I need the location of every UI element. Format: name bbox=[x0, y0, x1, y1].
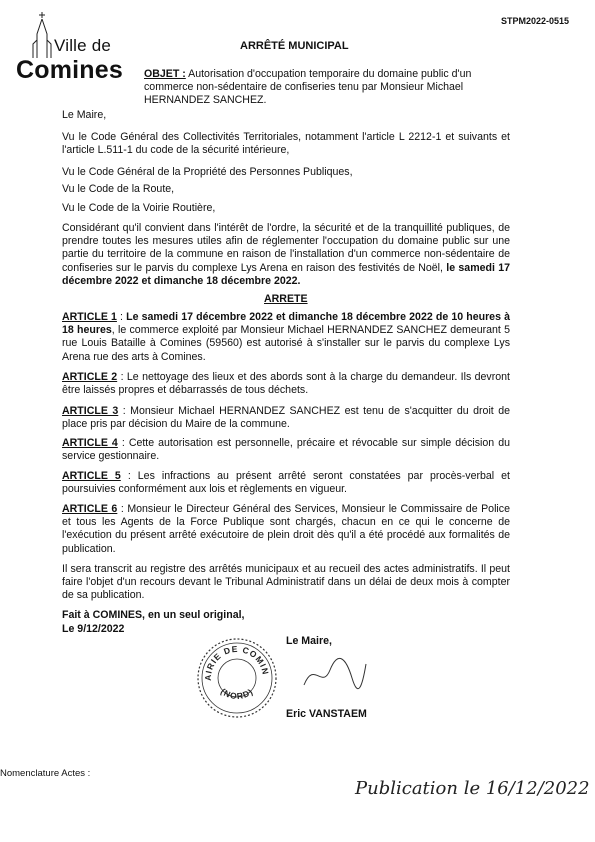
logo-line1: Ville de bbox=[54, 36, 112, 55]
article-text: Les infractions au présent arrêté seront constatées par procès-verbal et poursuivies conformément aux lois et règlements en vigueur. bbox=[62, 470, 510, 496]
nomenclature-label: Nomenclature Actes : bbox=[0, 768, 91, 779]
article-text: Monsieur le Directeur Général des Services, Monsieur le Commissaire de Police et tous les Agents de la Force Publique sont chargés, chacun en ce qui le concerne de l'exécution du présent arrêté exécutoire de plein droit dès qu'il a été procédé aux formalités de publication. bbox=[62, 503, 510, 555]
objet-label: OBJET : bbox=[144, 68, 186, 80]
article-text: Cette autorisation est personnelle, précaire et révocable sur simple décision du service gestionnaire. bbox=[62, 437, 510, 463]
article-1: ARTICLE 1 : Le samedi 17 décembre 2022 et dimanche 18 décembre 2022 de 10 heures à 18 heures, le commerce exploité par Monsieur Michael HERNANDEZ SANCHEZ demeurant 5 rue Louis Bataille à Comines (59560) est autorisé à s'installer sur le parvis du complexe Lys Arena rue des arts à Comines. bbox=[62, 311, 511, 363]
signature-scribble bbox=[300, 650, 370, 695]
objet bbox=[144, 68, 484, 108]
seal-top-text: AIRIE DE COMIN bbox=[202, 643, 271, 681]
document-type: ARRÊTÉ MUNICIPAL bbox=[240, 40, 349, 52]
considerant-text: Considérant qu'il convient dans l'intérêt de l'ordre, la sécurité et de la tranquillité publiques, de prendre toutes les mesures utiles afin de réglementer l'occupation du domaine public sur une partie du territoire de la commune en raison de l'installation d'un commerce non-sédentaire de confiseries sur le parvis du complexe Lys Arena en raison des festivités de Noël, bbox=[62, 222, 510, 274]
article-3: ARTICLE 3 : Monsieur Michael HERNANDEZ SANCHEZ est tenu de s'acquitter du droit de place pris par décision du Maire de la commune. bbox=[62, 405, 510, 431]
objet-text: Autorisation d'occupation temporaire du domaine public d'un commerce non-sédentaire de confiseries tenu par Monsieur Michael HERNANDEZ SANCHEZ. bbox=[144, 68, 472, 107]
fait-a: Fait à COMINES, en un seul original, bbox=[62, 609, 245, 621]
maire-title: Le Maire, bbox=[286, 635, 332, 647]
article-label: ARTICLE 1 bbox=[62, 311, 117, 323]
article-5: ARTICLE 5 : Les infractions au présent arrêté seront constatées par procès-verbal et poursuivies conformément aux lois et règlements en vigueur. bbox=[62, 470, 510, 496]
publication-handwritten: Publication le 16/12/2022 bbox=[355, 778, 590, 799]
article-label: ARTICLE 4 bbox=[62, 437, 118, 449]
article-label: ARTICLE 5 bbox=[62, 470, 121, 482]
recours: Il sera transcrit au registre des arrêtés municipaux et au recueil des actes administratifs. Il peut faire l'objet d'un recours devant le Tribunal Administratif dans un délai de deux mois à compter de sa publication. bbox=[62, 563, 510, 602]
vu-code-route: Vu le Code de la Route, bbox=[62, 183, 175, 195]
vu-voirie: Vu le Code de la Voirie Routière, bbox=[62, 202, 216, 214]
article-label: ARTICLE 3 bbox=[62, 405, 119, 417]
article-text: , le commerce exploité par Monsieur Michael HERNANDEZ SANCHEZ demeurant 5 rue Louis Bataille à Comines (59560) est autorisé à s'installer sur le parvis du complexe Lys Arena rue des arts à Comines. bbox=[62, 324, 511, 363]
article-text: Le nettoyage des lieux et des abords sont à la charge du demandeur. Ils devront être laissés propres et débarrassés de tous déchets. bbox=[62, 371, 510, 397]
mairie-seal bbox=[196, 637, 278, 719]
considerant-dates: le samedi 17 décembre 2022 et dimanche 18 décembre 2022. bbox=[62, 261, 510, 287]
signatory-name: Eric VANSTAEM bbox=[286, 708, 367, 720]
svg-text:(NORD) bbox=[219, 686, 255, 701]
seal-bottom-text: (NORD) bbox=[218, 686, 256, 702]
vu-cgct: Vu le Code Général des Collectivités Territoriales, notamment l'article L 2212-1 et suivants et l'article L.511-1 du code de la sécurité intérieure, bbox=[62, 131, 510, 157]
article-label: ARTICLE 6 bbox=[62, 503, 118, 515]
document-reference: STPM2022-0515 bbox=[500, 16, 569, 26]
intro: Le Maire, bbox=[62, 109, 107, 121]
city-logo bbox=[14, 10, 124, 84]
arrete-heading: ARRETE bbox=[264, 293, 308, 305]
vu-cgppp: Vu le Code Général de la Propriété des Personnes Publiques, bbox=[62, 166, 353, 178]
logo-line2: Comines bbox=[16, 56, 123, 84]
article-4: ARTICLE 4 : Cette autorisation est personnelle, précaire et révocable sur simple décision du service gestionnaire. bbox=[62, 437, 510, 463]
signature-date: Le 9/12/2022 bbox=[62, 623, 125, 635]
article-label: ARTICLE 2 bbox=[62, 371, 118, 383]
article-bold-text: Le samedi 17 décembre 2022 et dimanche 18 décembre 2022 de 10 heures à 18 heures bbox=[62, 311, 510, 337]
article-6: ARTICLE 6 : Monsieur le Directeur Général des Services, Monsieur le Commissaire de Police et tous les Agents de la Force Publique sont chargés, chacun en ce qui le concerne de l'exécution du présent arrêté exécutoire de plein droit dès qu'il a été procédé aux formalités de publication. bbox=[62, 503, 510, 555]
article-2: ARTICLE 2 : Le nettoyage des lieux et des abords sont à la charge du demandeur. Ils devront être laissés propres et débarrassés de tous déchets. bbox=[62, 371, 510, 397]
church-icon bbox=[30, 10, 54, 60]
article-text: Monsieur Michael HERNANDEZ SANCHEZ est tenu de s'acquitter du droit de place pris par décision du Maire de la commune. bbox=[62, 405, 510, 431]
considerant bbox=[62, 222, 510, 288]
